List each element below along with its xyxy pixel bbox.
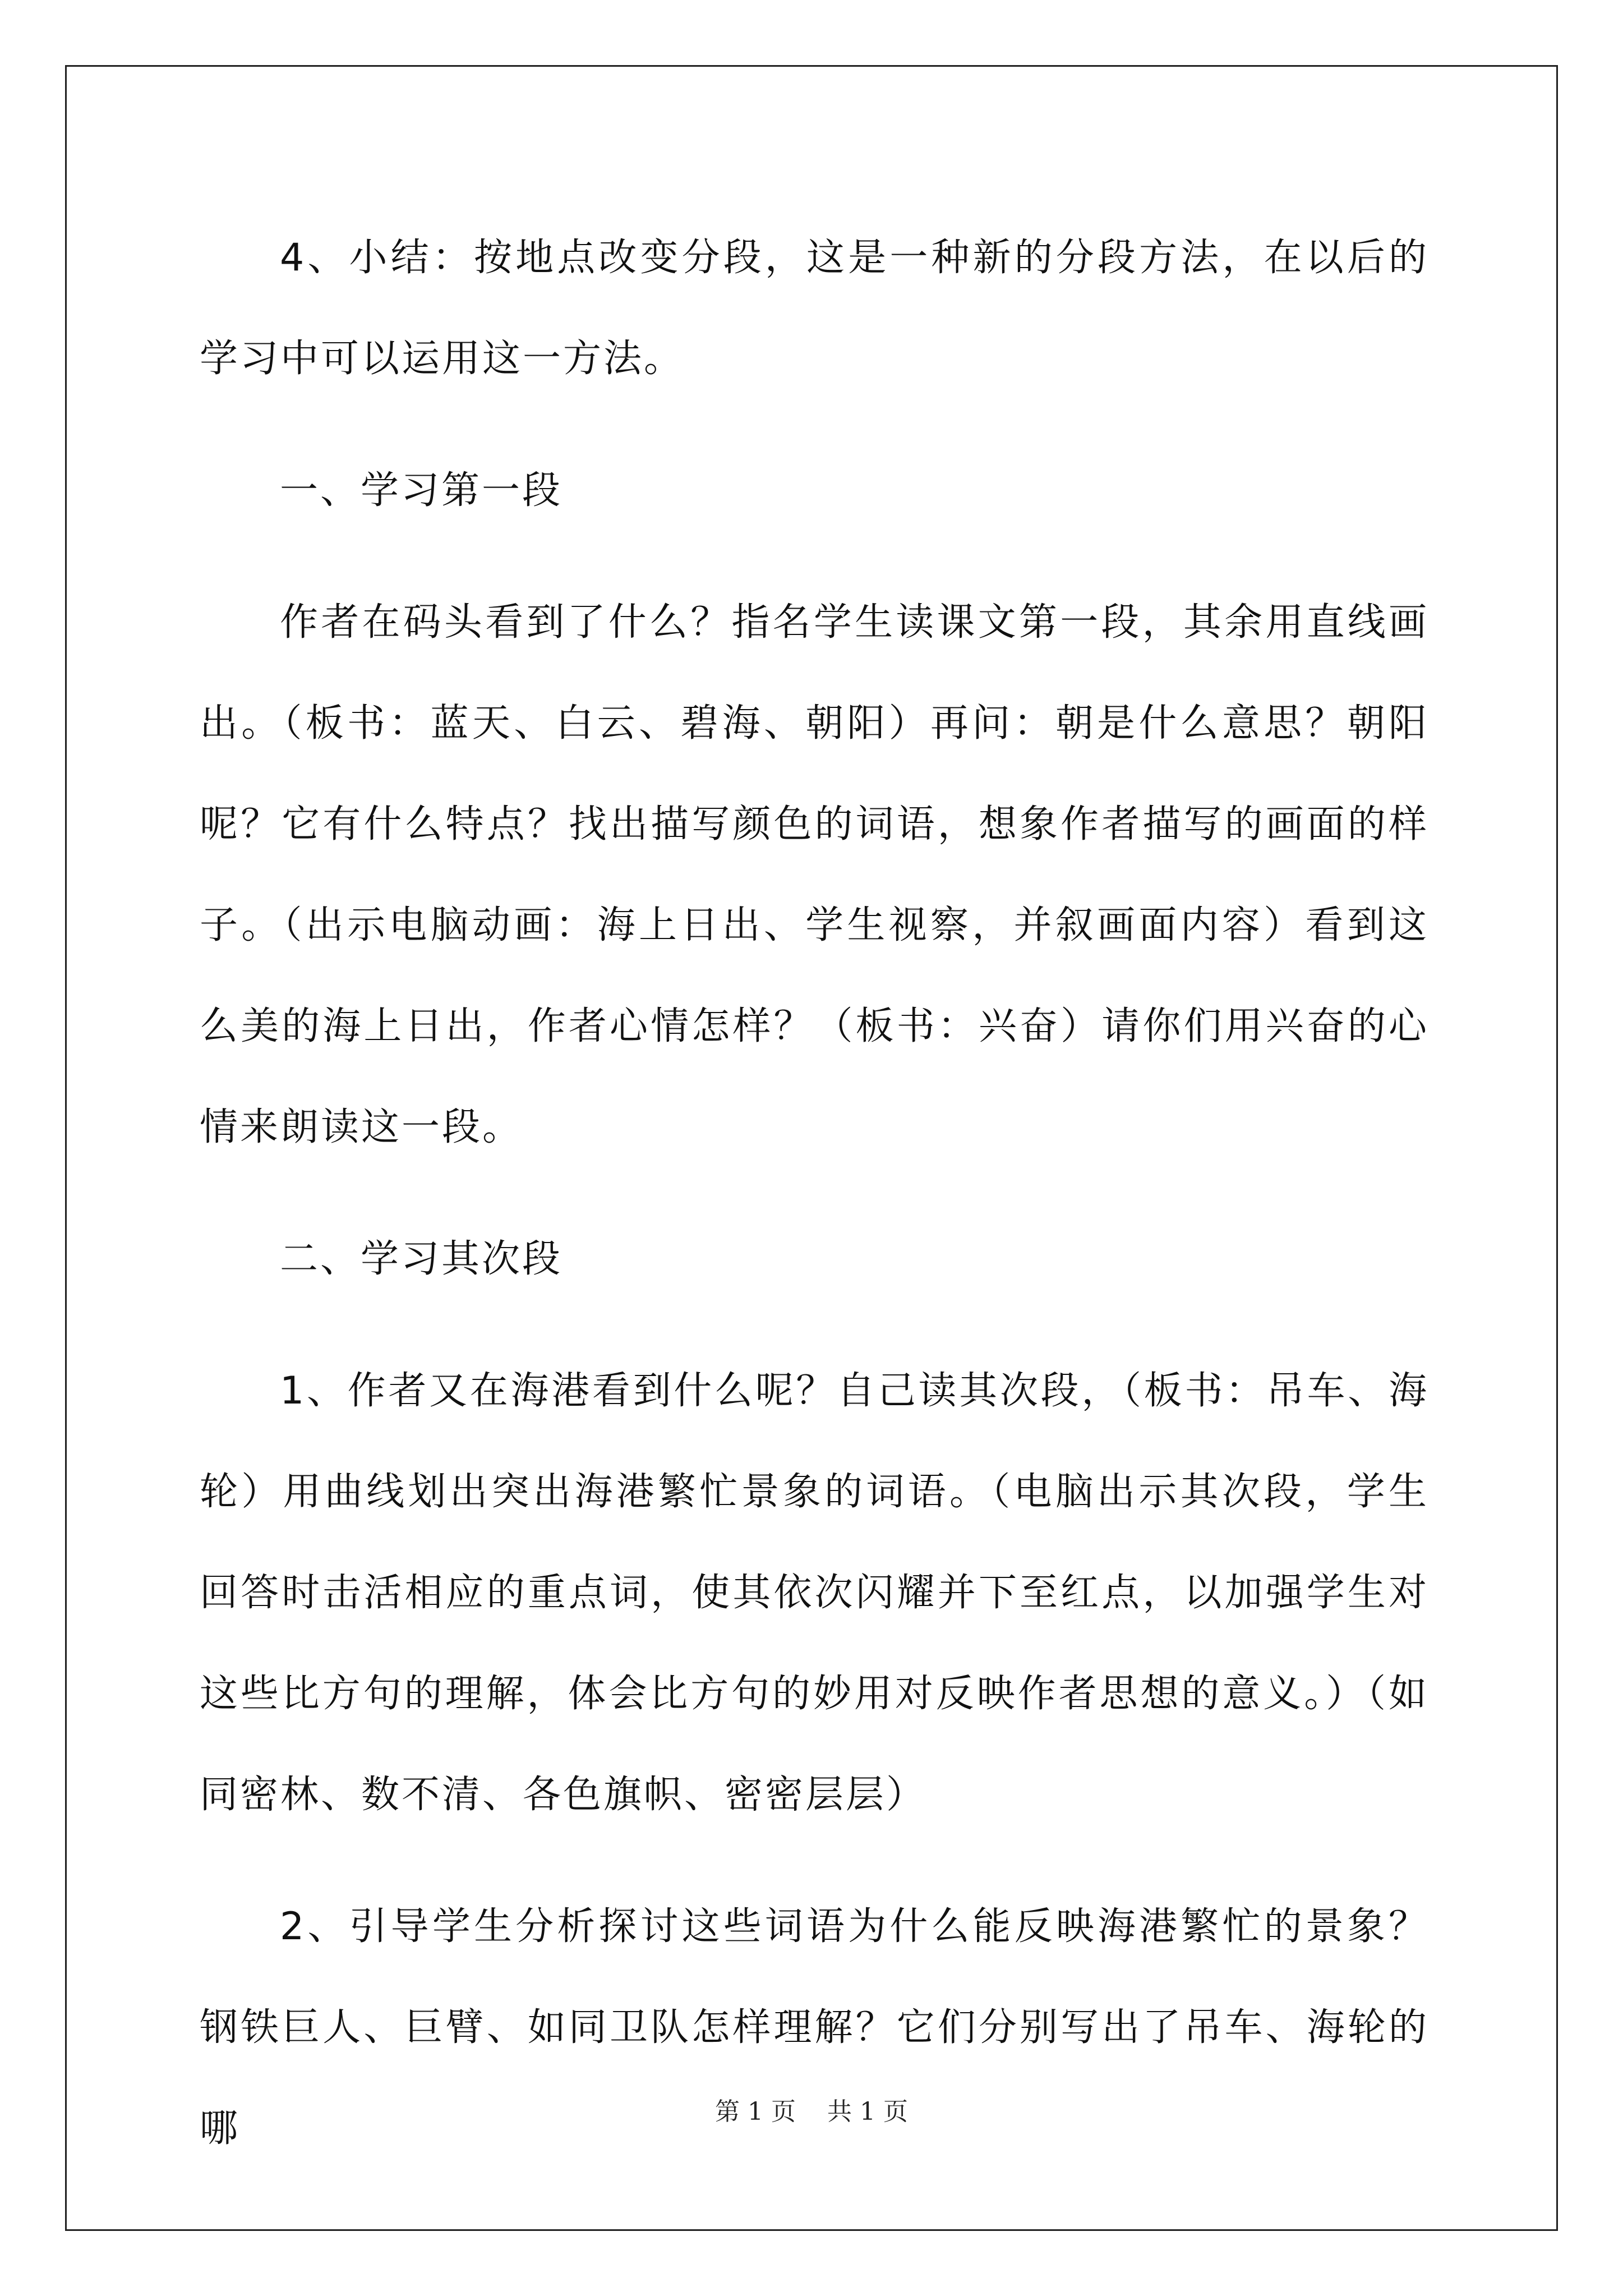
page-footer [0,2091,1623,2127]
document-body [200,208,1429,2179]
page-total: 共 1 页 [827,2097,908,2126]
paragraph-section-1: 作者在码头看到了什么？指名学生读课文第一段，其余用直线画出。（板书：蓝天、白云、碧海、朝阳）再问：朝是什么意思？朝阳呢？它有什么特点？找出描写颜色的词语，想象作者描写的画面的样子。（出示电脑动画：海上日出、学生视察，并叙画面内容）看到这么美的海上日出，作者心情怎样？（板书：兴奋）请你们用兴奋的心情来朗读这一段。 [200,600,1429,1149]
section-heading-1: 一、学习第一段 [280,468,563,513]
paragraph-summary: 4、小结：按地点改变分段，这是一种新的分段方法，在以后的学习中可以运用这一方法。 [200,236,1429,381]
page-number: 第 1 页 [715,2097,796,2126]
section-heading-2: 二、学习其次段 [280,1237,563,1281]
paragraph-section-2-item-2: 2、引导学生分析探讨这些词语为什么能反映海港繁忙的景象？钢铁巨人、巨臂、如同卫队怎样理解？它们分别写出了吊车、海轮的哪 [200,1904,1429,2151]
paragraph-section-2-item-1: 1、作者又在海港看到什么呢？自己读其次段，（板书：吊车、海轮）用曲线划出突出海港繁忙景象的词语。（电脑出示其次段，学生回答时击活相应的重点词，使其依次闪耀并下至红点，以加强学生对这些比方句的理解，体会比方句的妙用对反映作者思想的意义。）（如同密林、数不清、各色旗帜、密密层层） [200,1369,1429,1817]
